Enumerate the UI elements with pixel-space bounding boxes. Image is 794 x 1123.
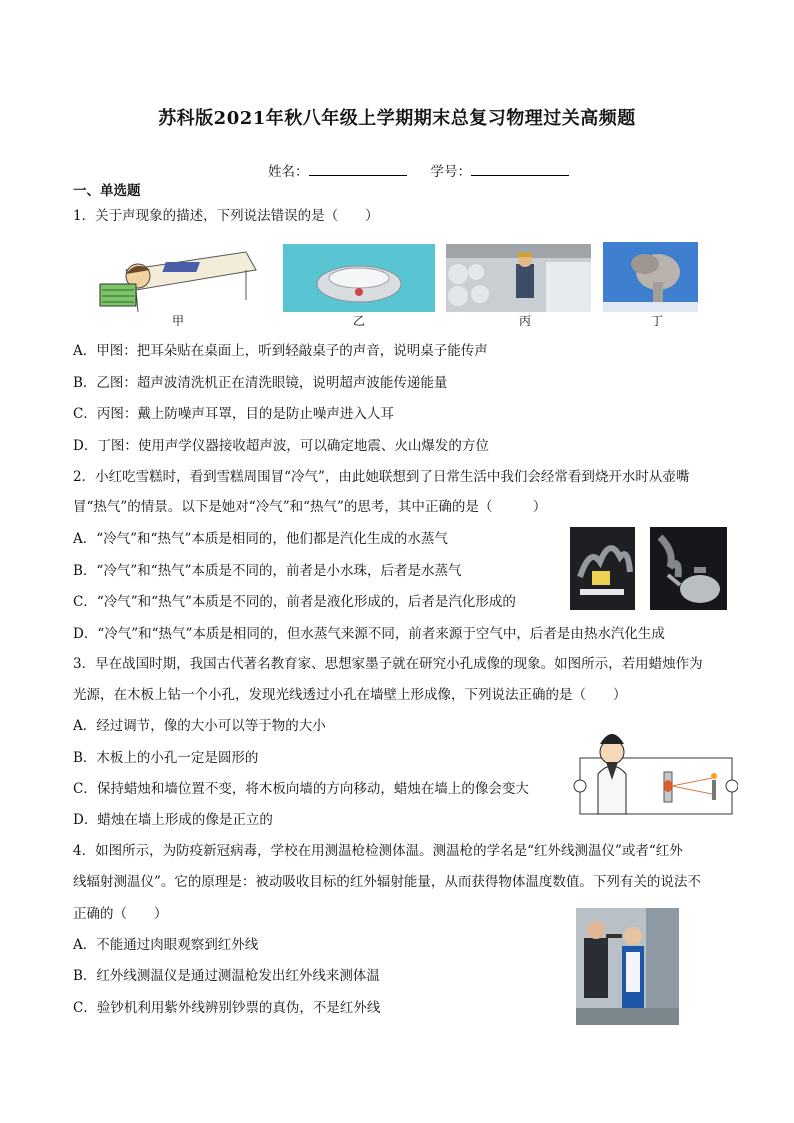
q2-option-c: C．“冷气”和“热气”本质是不同的，前者是液化形成的，后者是汽化形成的	[73, 594, 516, 610]
figure-ding	[603, 242, 698, 312]
q2-option-b: B．“冷气”和“热气”本质是不同的，前者是小水珠，后者是水蒸气	[73, 563, 462, 579]
q1-option-d: D．丁图：使用声学仪器接收超声波，可以确定地震、火山爆发的方位	[73, 438, 489, 454]
q3-option-b: B．木板上的小孔一定是圆形的	[73, 750, 259, 766]
figure-ice-cream-vapor	[570, 527, 635, 610]
q1-option-b: B．乙图：超声波清洗机正在清洗眼镜，说明超声波能传递能量	[73, 375, 448, 391]
q4-option-a: A．不能通过肉眼观察到红外线	[73, 937, 259, 953]
figure-yi	[283, 244, 435, 312]
q3-stem-line1: 3．早在战国时期，我国古代著名教育家、思想家墨子就在研究小孔成像的现象。如图所示，若用蜡烛作为	[73, 656, 703, 672]
q4-option-c: C．验钞机利用紫外线辨别钞票的真伪，不是红外线	[73, 1000, 381, 1016]
caption-jia: 甲	[172, 314, 185, 328]
q2-option-a: A．“冷气”和“热气”本质是相同的，他们都是汽化生成的水蒸气	[73, 531, 448, 547]
name-field[interactable]	[309, 162, 407, 176]
q2-option-d: D．“冷气”和“热气”本质是相同的，但水蒸气来源不同，前者来源于空气中，后者是由热水汽化生成	[73, 626, 665, 642]
q2-stem-line2: 冒“热气”的情景。以下是她对“冷气”和“热气”的思考，其中正确的是（ ）	[73, 499, 547, 515]
figure-kettle-steam	[650, 527, 727, 610]
q2-stem-line1: 2．小红吃雪糕时，看到雪糕周围冒“冷气”，由此她联想到了日常生活中我们会经常看到烧开水时从壶嘴	[73, 469, 690, 485]
q3-option-d: D．蜡烛在墙上形成的像是正立的	[73, 812, 273, 828]
figure-mozi-pinhole	[572, 718, 738, 826]
q1-option-a: A．甲图：把耳朵贴在桌面上，听到轻敲桌子的声音，说明桌子能传声	[73, 343, 488, 359]
figure-temperature-check	[576, 908, 679, 1025]
caption-bing: 丙	[519, 314, 532, 328]
student-info	[268, 160, 593, 180]
q1-option-c: C．丙图：戴上防噪声耳罩，目的是防止噪声进入人耳	[73, 406, 394, 422]
section-heading: 一、单选题	[73, 183, 141, 199]
name-label: 姓名：	[268, 164, 309, 180]
figure-jia	[96, 240, 258, 312]
q1-stem: 1．关于声现象的描述，下列说法错误的是（ ）	[73, 208, 379, 224]
caption-yi: 乙	[353, 314, 366, 328]
page-title: 苏科版2021年秋八年级上学期期末总复习物理过关高频题	[158, 108, 636, 129]
q4-stem-line2: 线辐射测温仪”。它的原理是：被动吸收目标的红外辐射能量，从而获得物体温度数值。下列有关的说法不	[73, 874, 701, 890]
q4-option-b: B．红外线测温仪是通过测温枪发出红外线来测体温	[73, 968, 380, 984]
id-label: 学号：	[430, 164, 471, 180]
caption-ding: 丁	[651, 314, 664, 328]
q3-option-a: A．经过调节，像的大小可以等于物的大小	[73, 718, 326, 734]
q3-stem-line2: 光源，在木板上钻一个小孔，发现光线透过小孔在墙壁上形成像，下列说法正确的是（ ）	[73, 687, 627, 703]
figure-bing	[446, 244, 591, 312]
q3-option-c: C．保持蜡烛和墙位置不变，将木板向墙的方向移动，蜡烛在墙上的像会变大	[73, 781, 529, 797]
q4-stem-line1: 4．如图所示，为防疫新冠病毒，学校在用测温枪检测体温。测温枪的学名是“红外线测温仪”或者“红外	[73, 843, 683, 859]
q4-stem-line3: 正确的（ ）	[73, 906, 168, 922]
id-field[interactable]	[471, 162, 569, 176]
